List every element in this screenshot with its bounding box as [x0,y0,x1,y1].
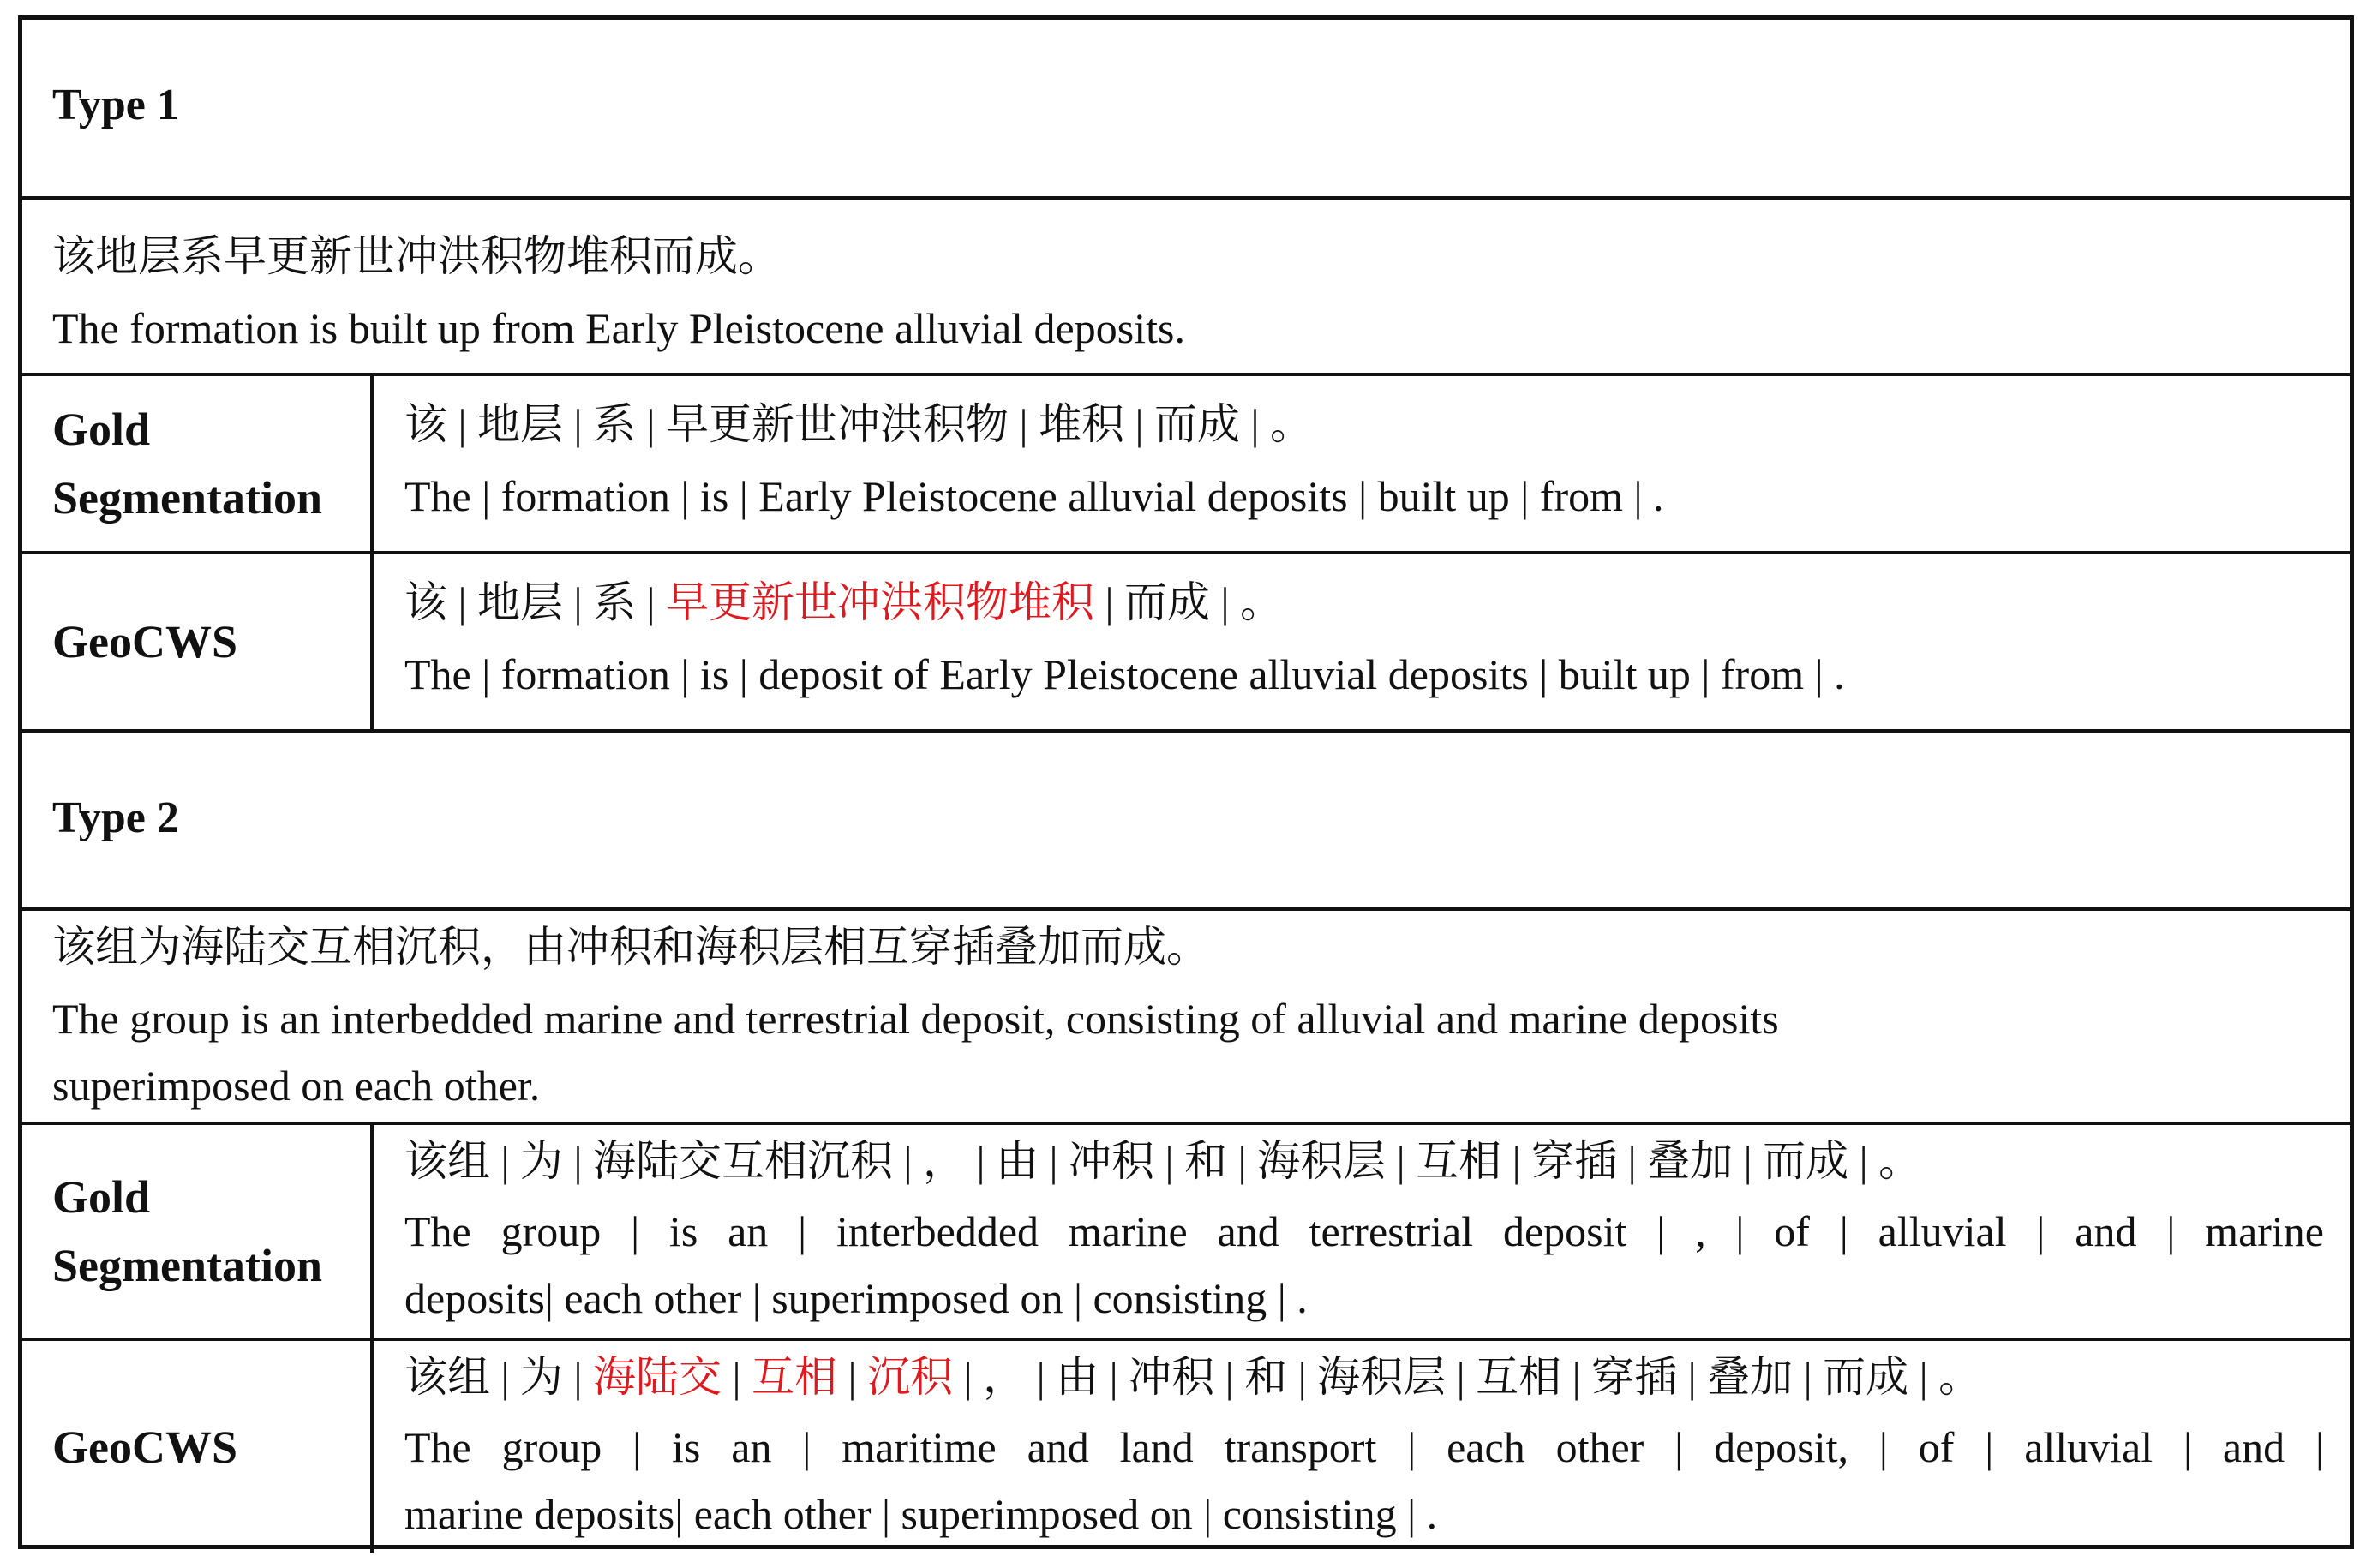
type2-title: Type 2 [52,793,179,842]
label-line1: Gold [52,1171,151,1223]
type2-gold-row [22,1122,2350,1338]
type1-gold-zh: 该 | 地层 | 系 | 早更新世冲洪积物 | 堆积 | 而成 | 。 [404,400,1314,448]
type1-geocws-en: The | formation | is | deposit of Early Pleistocene alluvial deposits | built up | from | . [404,650,1845,698]
error-segment-3: 沉积 [867,1353,954,1401]
label-line1: Gold [52,404,151,455]
type1-source-zh: 该地层系早更新世冲洪积物堆积而成。 [52,232,781,280]
type1-source-en: The formation is built up from Early Pleistocene alluvial deposits. [52,304,1185,352]
geocws-label-text: GeoCWS [52,1421,237,1473]
gold-segmentation-label [22,376,374,551]
error-segment: 早更新世冲洪积物堆积 [666,578,1095,626]
geocws-label [22,554,374,729]
label-line2: Segmentation [52,1240,322,1291]
zh-post: | ， | 由 | 冲积 | 和 | 海积层 | 互相 | 穿插 | 叠加 | 而成 | 。 [953,1353,1982,1401]
error-segment-1: 海陆交 [593,1353,722,1401]
gold-segmentation-label [22,1125,374,1338]
type2-source-en-1: The group is an interbedded marine and terrestrial deposit, consisting of alluvial and marine deposits [52,995,1779,1043]
type2-source-row [22,907,2350,1122]
type2-geocws-row [22,1338,2350,1553]
geocws-label [22,1341,374,1553]
type2-gold-zh: 该组 | 为 | 海陆交互相沉积 | ， | 由 | 冲积 | 和 | 海积层 | 互相 | 穿插 | 叠加 | 而成 | 。 [404,1137,1922,1185]
type2-gold-en-2: deposits| each other | superimposed on | consisting | . [404,1274,1308,1322]
separator: | [837,1353,868,1401]
type2-source-en-2: superimposed on each other. [52,1062,541,1110]
type2-gold-en-1: The group | is an | interbedded marine and terrestrial deposit | , | of | alluvial | and | marine [404,1207,2324,1255]
error-segment-2: 互相 [752,1353,838,1401]
type2-source-zh: 该组为海陆交互相沉积，由冲积和海积层相互穿插叠加而成。 [52,923,1209,971]
label-line2: Segmentation [52,472,322,524]
separator: | [722,1353,752,1401]
type1-header-row [22,20,2350,196]
type1-geocws-row [22,551,2350,729]
zh-post: | 而成 | 。 [1094,578,1284,626]
segmentation-comparison-table [18,15,2354,1549]
type2-header-row [22,729,2350,907]
type1-gold-row [22,373,2350,551]
type2-geocws-zh [404,1341,2324,1413]
zh-pre: 该组 | 为 | [404,1353,594,1401]
type1-geocws-zh [404,566,2324,638]
type2-geocws-en-2: marine deposits| each other | superimposed on | consisting | . [404,1490,1438,1538]
zh-pre: 该 | 地层 | 系 | [404,578,667,626]
type1-gold-en: The | formation | is | Early Pleistocene alluvial deposits | built up | from | . [404,472,1664,520]
type1-title: Type 1 [52,81,179,129]
type2-geocws-en-1: The group | is an | maritime and land transport | each other | deposit, | of | alluvial | and | [404,1423,2324,1471]
geocws-label-text: GeoCWS [52,616,237,667]
type1-source-row [22,196,2350,373]
